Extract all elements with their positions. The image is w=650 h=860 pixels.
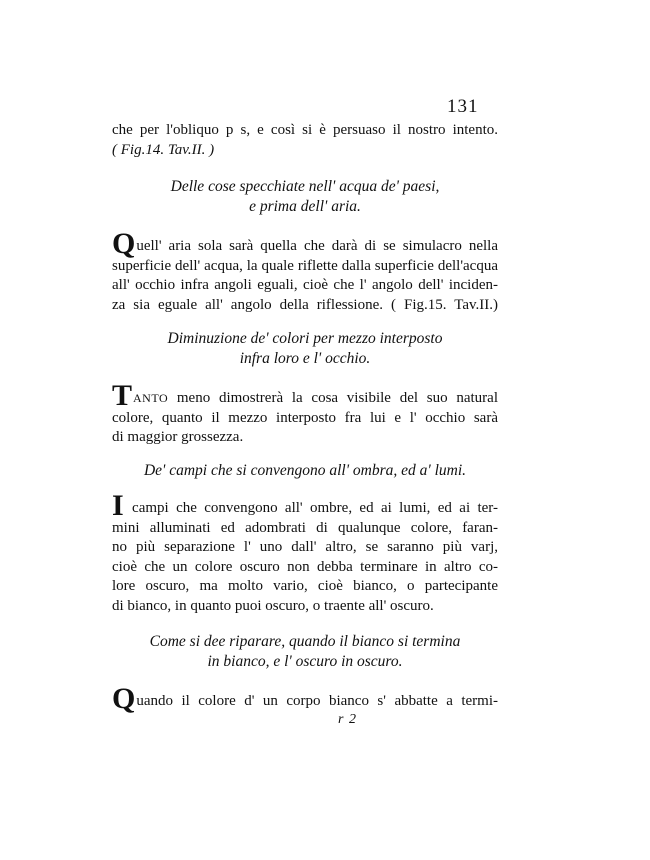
- section-4-heading-line-1: Come si dee riparare, quando il bianco si termina: [149, 633, 461, 650]
- section-1-line-1: [112, 227, 498, 260]
- section-4-heading-line-2: in bianco, e l' oscuro in oscuro.: [207, 653, 403, 670]
- intro-paragraph: [112, 121, 498, 160]
- section-2-line-2: colore, quanto il mezzo interposto fra lui e l' occhio sarà: [112, 409, 498, 426]
- section-2-line-3: di maggior grossezza.: [112, 429, 244, 445]
- section-3-line-5: lore oscuro, ma molto vario, cioè bianco, o partecipante: [112, 578, 498, 594]
- section-1-paragraph: [112, 227, 498, 315]
- section-3-dropcap: I: [112, 489, 124, 522]
- section-4-heading: [112, 632, 498, 672]
- section-1-line-4: za sia eguale all' angolo della riflessione. ( Fig.15. Tav.II.): [112, 296, 498, 313]
- section-3-line-4: cioè che un colore oscuro non debba terminare in altro co-: [112, 558, 498, 575]
- section-2-line-1: [112, 379, 498, 412]
- section-2-paragraph: [112, 379, 498, 448]
- section-3-line-2: mini alluminati ed adombrati di qualunque colore, faran-: [112, 519, 498, 536]
- section-1-heading-line-2: e prima dell' aria.: [249, 198, 361, 215]
- section-3-heading-line-1: De' campi che si convengono all' ombra, ed a' lumi.: [143, 462, 467, 479]
- section-4-line-1-text: uando il colore d' un corpo bianco s' abbatte a termi-: [136, 693, 498, 709]
- section-1-heading: [112, 177, 498, 217]
- section-1-heading-line-1: Delle cose specchiate nell' acqua de' paesi,: [170, 178, 440, 195]
- page-number: 131: [447, 96, 479, 117]
- section-3-paragraph: [112, 489, 498, 616]
- section-3-line-1: [112, 489, 498, 522]
- section-4-paragraph: [112, 682, 498, 715]
- section-2-heading-line-2: infra loro e l' occhio.: [239, 350, 371, 367]
- section-4-dropcap: Q: [112, 682, 136, 715]
- printer-signature-mark: r 2: [338, 712, 357, 727]
- section-4-line-1: [112, 682, 498, 715]
- section-2-line-1-text: meno dimostrerà la cosa visibile del suo natural: [168, 390, 498, 406]
- section-2-heading-line-1: Diminuzione de' colori per mezzo interposto: [167, 330, 443, 347]
- section-1-line-2: superficie dell' acqua, la quale riflette dalla superficie dell'acqua: [112, 257, 498, 274]
- section-1-line-1-text: uell' aria sola sarà quella che darà di se simulacro nella: [136, 238, 498, 254]
- intro-figure-reference: ( Fig.14. Tav.II. ): [112, 141, 215, 158]
- section-1-dropcap: Q: [112, 227, 136, 260]
- section-3-line-3: no più separazione l' uno dall' altro, se saranno più varj,: [112, 539, 498, 555]
- section-2-smallcaps: ANTO: [133, 391, 169, 405]
- intro-line-1: che per l'obliquo p s, e così si è persuaso il nostro intento.: [112, 122, 498, 138]
- section-1-line-3: all' occhio infra angoli eguali, cioè che l' angolo dell' inciden-: [112, 277, 498, 293]
- section-2-dropcap: T: [112, 379, 133, 412]
- section-3-line-6: di bianco, in quanto puoi oscuro, o traente all' oscuro.: [112, 597, 434, 614]
- section-3-heading: [112, 461, 498, 481]
- section-3-line-1-text: campi che convengono all' ombre, ed ai lumi, ed ai ter-: [124, 500, 498, 516]
- section-2-heading: [112, 329, 498, 369]
